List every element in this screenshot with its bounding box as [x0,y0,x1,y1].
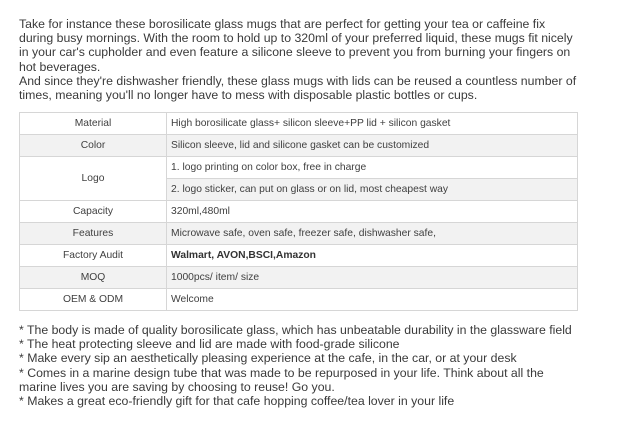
intro-text [19,17,579,102]
spec-value: Silicon sleeve, lid and silicone gasket can be customized [167,135,578,157]
spec-label: Logo [20,157,167,201]
spec-value: Walmart, AVON,BSCI,Amazon [167,245,578,267]
intro-paragraph-1: Take for instance these borosilicate glass mugs that are perfect for getting your tea or caffeine fix during busy mornings. With the room to hold up to 320ml of your preferred liquid, these mugs fit nicely in your car's cupholder and even feature a silicone sleeve to prevent you from burning your fingers on hot beverages. [19,17,573,74]
spec-value: 2. logo sticker, can put on glass or on lid, most cheapest way [167,179,578,201]
specification-table [19,112,578,311]
spec-label: Features [20,223,167,245]
spec-label: OEM & ODM [20,289,167,311]
spec-value: 1000pcs/ item/ size [167,267,578,289]
spec-label: Material [20,113,167,135]
table-row-logo [20,157,578,179]
spec-value: High borosilicate glass+ silicon sleeve+PP lid + silicon gasket [167,113,578,135]
spec-value: 320ml,480ml [167,201,578,223]
bullet-item: * The heat protecting sleeve and lid are made with food-grade silicone [19,337,400,352]
spec-label: MOQ [20,267,167,289]
bullet-item: * The body is made of quality borosilicate glass, which has unbeatable durability in the glassware field [19,323,572,337]
table-row-factory-audit [20,245,578,267]
spec-value: 1. logo printing on color box, free in charge [167,157,578,179]
table-row-material [20,113,578,135]
spec-value: Microwave safe, oven safe, freezer safe, dishwasher safe, [167,223,578,245]
table-row-color [20,135,578,157]
spec-label: Factory Audit [20,245,167,267]
bullet-item: * Makes a great eco-friendly gift for that cafe hopping coffee/tea lover in your life [19,394,455,409]
intro-paragraph-2: And since they're dishwasher friendly, these glass mugs with lids can be reused a countless number of times, meaning you'll no longer have to mess with disposable plastic bottles or cups. [19,73,577,103]
spec-value: Welcome [167,289,578,311]
spec-label: Capacity [20,201,167,223]
table-row-oem-odm [20,289,578,311]
spec-label: Color [20,135,167,157]
table-row-features [20,223,578,245]
bullet-item: * Make every sip an aesthetically pleasing experience at the cafe, in the car, or at your desk [19,351,517,366]
bullet-item: * Comes in a marine design tube that was made to be repurposed in your life. Think about all the marine lives you are saving by choosing to reuse! Go you. [19,365,544,394]
table-row-capacity [20,201,578,223]
table-row-moq [20,267,578,289]
feature-bullets [19,323,579,408]
